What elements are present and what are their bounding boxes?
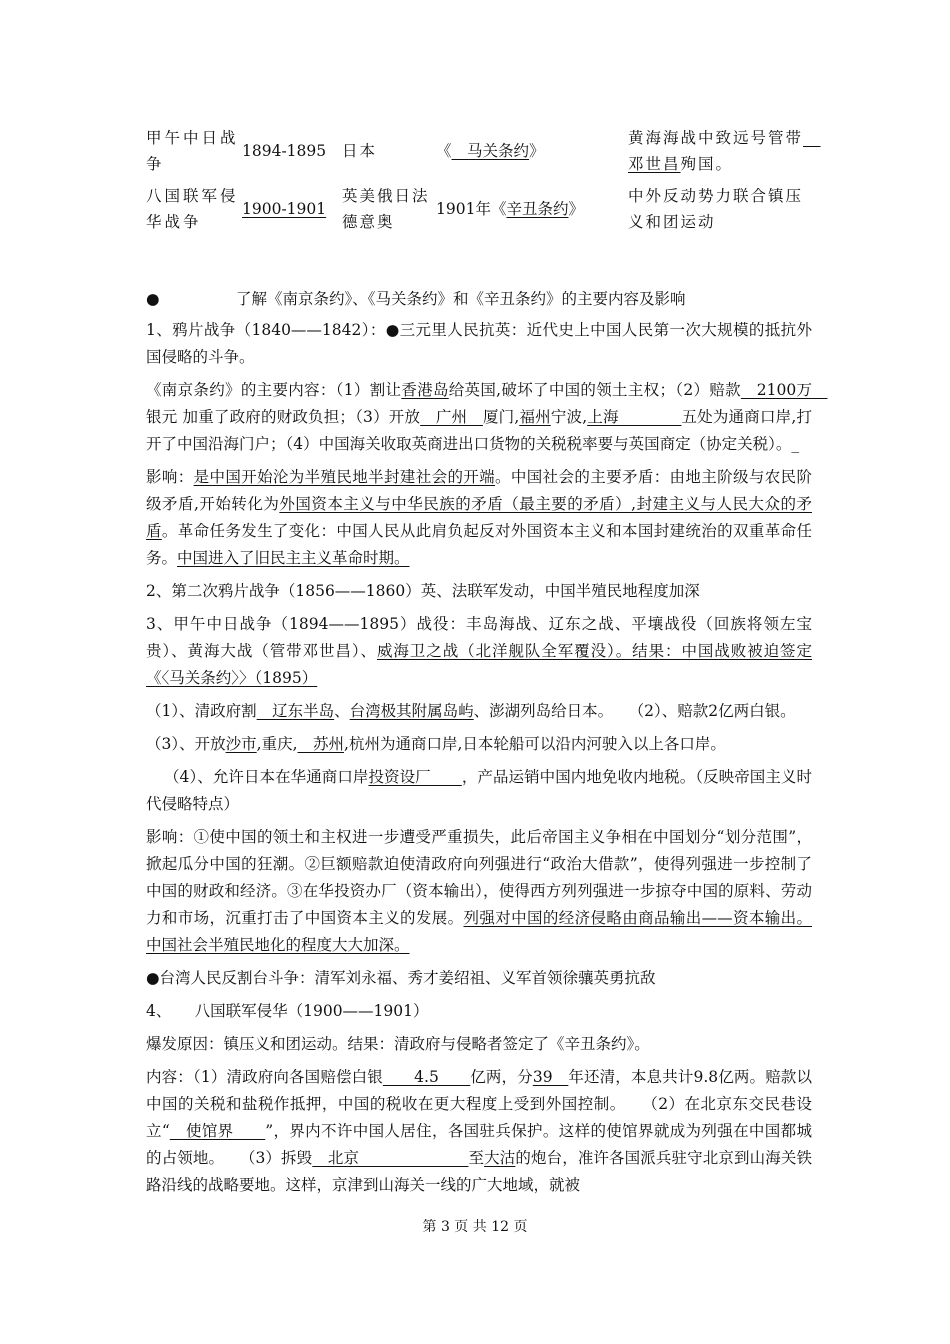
war-country: 日本 [342, 142, 378, 160]
eight-nation-title: 4、 八国联军侵华（1900——1901） [146, 1002, 429, 1020]
war-name: 甲午中日战争 [146, 129, 239, 173]
war-note: 黄海海战中致远号管带 邓世昌殉国。 [628, 129, 821, 173]
war-years: 1894-1895 [242, 142, 327, 160]
shimonoseki-term-4: （4）、允许日本在华通商口岸投资设厂 ，产品运销中国内地免收内地税。（反映帝国主义时代侵略特点） [146, 768, 812, 813]
war-name: 八国联军侵华战争 [146, 187, 239, 231]
main-text [146, 286, 828, 1205]
wars-table [146, 122, 821, 238]
second-opium-war-line: 2、第二次鸦片战争（1856——1860）英、法联军发动，中国半殖民地程度加深 [146, 582, 700, 600]
nanjing-treaty-content: 《南京条约》的主要内容：（1）割让香港岛给英国,破坏了中国的领土主权；（2）赔款 2100万 银元 加重了政府的财政负担；（3）开放 广州 厦门,福州宁波,上海 五处为通商口岸,打开了中国沿海门户；（4）中国海关收取英商进出口货物的关税税率要与英国商定（协定关税）。_ [146, 381, 828, 453]
war-treaty: 《 马关条约》 [436, 142, 545, 160]
shimonoseki-term-1: （1）、清政府割 辽东半岛、台湾极其附属岛屿、澎湖列岛给日本。 （2）、赔款2亿两白银。 [146, 702, 796, 720]
shimonoseki-influence: 影响：①使中国的领土和主权进一步遭受严重损失，此后帝国主义争相在中国划分“划分范围”，掀起瓜分中国的狂潮。②巨额赔款迫使清政府向列强进行“政治大借款”，使得列强进一步控制了中国的财政和经济。③在华投资办厂（资本输出），使得西方列列强进一步掠夺中国的原料、劳动力和市场，沉重打击了中国资本主义的发展。列强对中国的经济侵略由商品输出——资本输出。中国社会半殖民地化的程度大大加深。 [146, 828, 812, 954]
treaty-name: 辛丑条约 [506, 200, 569, 218]
table-row [146, 180, 808, 238]
war-treaty: 1901年《辛丑条约》 [436, 200, 584, 218]
boxer-protocol-content: 内容：（1）清政府向各国赔偿白银 4.5 亿两，分39 年还清，本息共计9.8亿两。赔款以中国的关税和盐税作抵押，中国的税收在更大程度上受到外国控制。 （2）在北京东交民巷设立“ 使馆界 ”，界内不许中国人居住，各国驻兵保护。这样的使馆界就成为列强在中国都城的占领地。 （3）拆毁 北京 至大沽的炮台，准许各国派兵驻守北京到山海关铁路沿线的战略要地。这样，京津到山海关一线的广大地域，就被 [146, 1068, 812, 1194]
opium-war-line: 1、鸦片战争（1840——1842）：●三元里人民抗英：近代史上中国人民第一次大规模的抵抗外国侵略的斗争。 [146, 321, 812, 366]
bullet-icon: ● [146, 290, 160, 308]
table-row [146, 122, 808, 180]
nanjing-treaty-influence: 影响：是中国开始沦为半殖民地半封建社会的开端。中国社会的主要矛盾：由地主阶级与农民阶级矛盾,开始转化为外国资本主义与中华民族的矛盾（最主要的矛盾）,封建主义与人民大众的矛盾。革命任务发生了变化：中国人民从此肩负起反对外国资本主义和本国封建统治的双重革命任务。中国进入了旧民主主义革命时期。 [146, 468, 812, 567]
note-person: 邓世昌 [628, 129, 821, 173]
war-country: 英美俄日法德意奥 [342, 187, 430, 231]
sino-japanese-war-line: 3、甲午中日战争（1894——1895）战役：丰岛海战、辽东之战、平壤战役（回族将领左宝贵）、黄海大战（管带邓世昌）、威海卫之战（北洋舰队全军覆没）。结果：中国战败被迫签定《〈马关条约〉〉（1895） [146, 615, 812, 687]
treaty-name: 马关条约 [451, 142, 530, 160]
war-note: 中外反动势力联合镇压义和团运动 [628, 187, 804, 231]
shimonoseki-term-3: （3）、开放沙市,重庆, 苏州,杭州为通商口岸,日本轮船可以沿内河驶入以上各口岸。 [146, 735, 726, 753]
eight-nation-cause: 爆发原因：镇压义和团运动。结果：清政府与侵略者签定了《辛丑条约》。 [146, 1035, 650, 1053]
war-years: 1900-1901 [242, 200, 327, 218]
page-number: 第 3 页 共 12 页 [422, 1219, 528, 1235]
taiwan-resistance-line: ●台湾人民反割台斗争：清军刘永福、秀才姜绍祖、义军首领徐骧英勇抗敌 [146, 969, 656, 987]
section-title: ● 了解《南京条约》、《马关条约》和《辛丑条约》的主要内容及影响 [146, 286, 812, 313]
